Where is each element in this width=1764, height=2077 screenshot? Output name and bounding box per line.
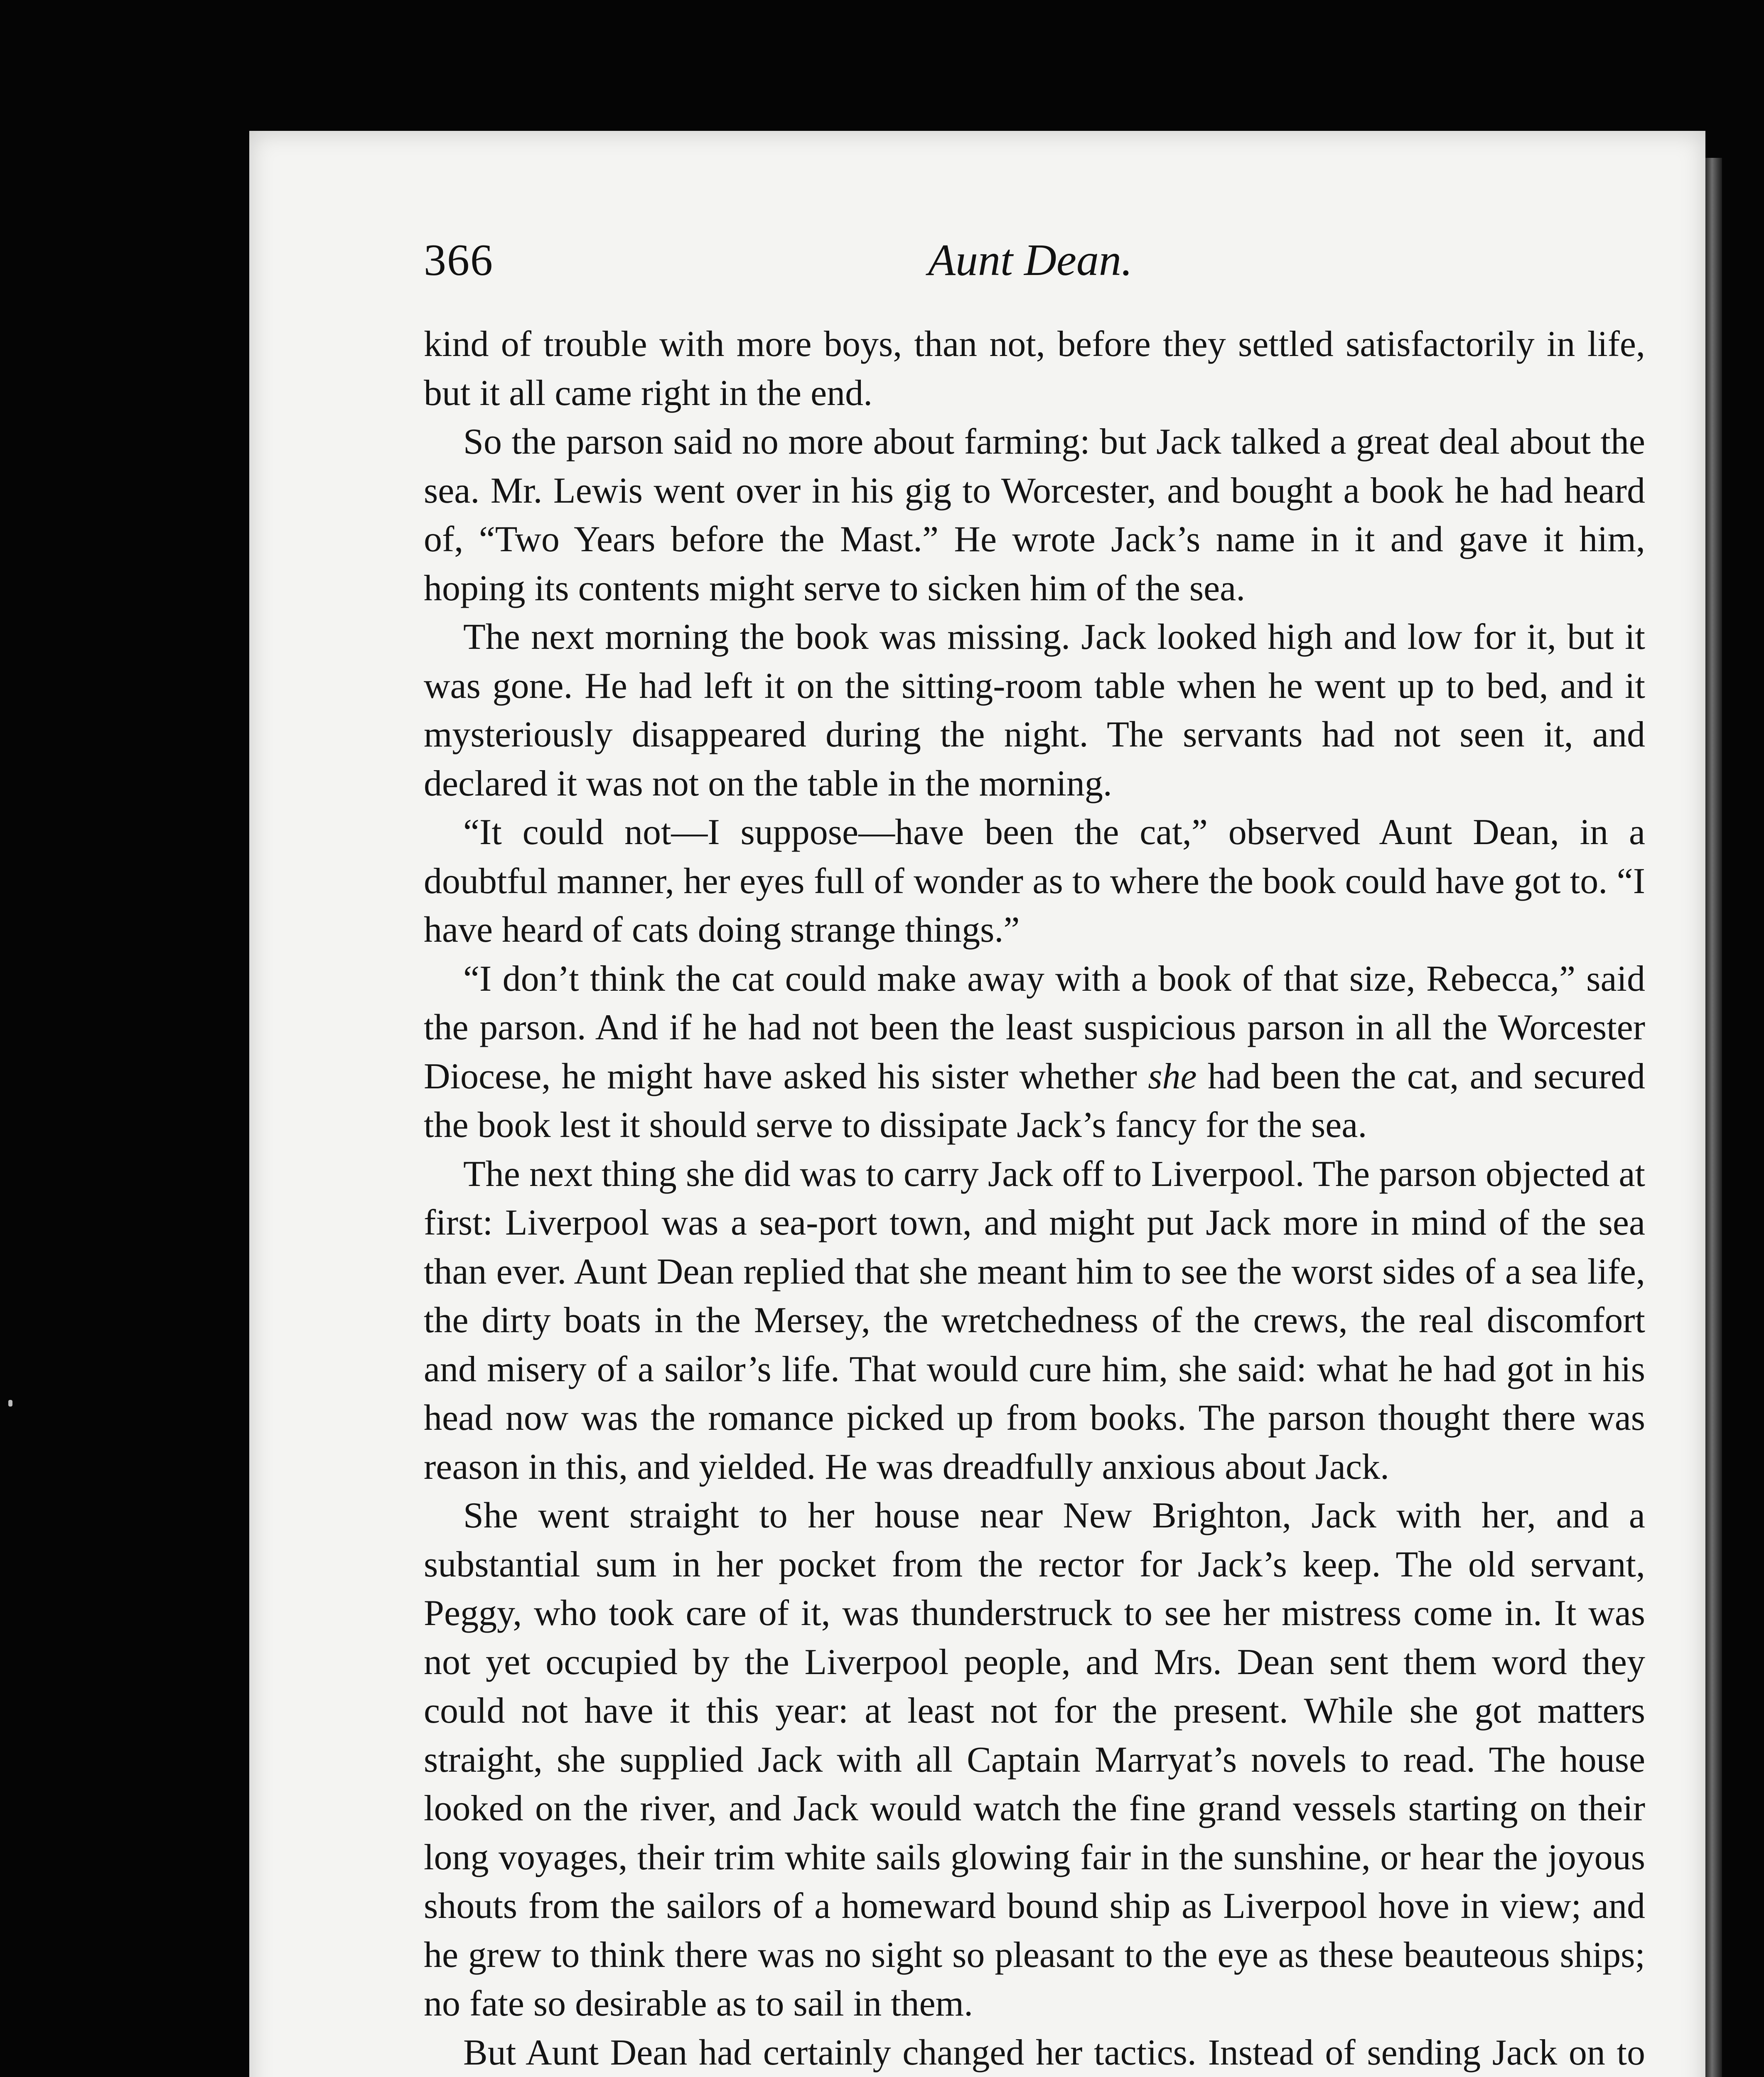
italic-word: she [1148,1056,1197,1097]
adjacent-page-edge [1705,158,1722,2077]
body-text [424,320,1645,2077]
paragraph-7: She went straight to her house near New Brighton, Jack with her, and a substantial sum in her pocket from the rector for Jack’s keep. The old servant, Peggy, who took care of it, was thunderstruck to see her mistress come in. It was not yet occupied by the Liverpool people, and Mrs. Dean sent them word they could not have it this year: at least not for the present. While she got matters straight, she supplied Jack with all Captain Marryat’s novels to read. The house looked on the river, and Jack would watch the fine grand vessels starting on their long voyages, their trim white sails glowing fair in the sunshine, or hear the joyous shouts from the sailors of a homeward bound ship as Liverpool hove in view; and he grew to think there was no sight so pleasant to the eye as these beauteous ships; no fate so desirable as to sail in them. [424,1495,1645,2024]
book-page [249,131,1705,2077]
paragraph-4: “It could not—I suppose—have been the cat,” observed Aunt Dean, in a doubtful manner, her eyes full of wonder as to where the book could have got to. “I have heard of cats doing strange things.” [424,812,1645,950]
paragraph-5: “I don’t think the cat could make away with a book of that size, Rebecca,” said the parson. And if he had not been the least suspicious parson in all the Worcester Diocese, he might have asked his sister whether she had been the cat, and secured the book lest it should serve to dissipate Jack’s fancy for the sea. [424,958,1645,1145]
paragraph-6: The next thing she did was to carry Jack off to Liverpool. The parson objected at first: Liverpool was a sea-port town, and might put Jack more in mind of the sea than ever. Aunt Dean replied that she meant him to see the worst sides of a sea life, the dirty boats in the Mersey, the wretchedness of the crews, the real discomfort and misery of a sailor’s life. That would cure him, she said: what he had got in his head now was the romance picked up from books. The parson thought there was reason in this, and yielded. He was dreadfully anxious about Jack. [424,1154,1645,1487]
paragraph-2: So the parson said no more about farming: but Jack talked a great deal about the sea. Mr. Lewis went over in his gig to Worcester, and bought a book he had heard of, “Two Years before the Mast.” He wrote Jack’s name in it and gave it him, hoping its contents might serve to sicken him of the sea. [424,422,1645,609]
page-number: 366 [424,236,494,285]
paragraph-1: kind of trouble with more boys, than not, before they settled satisfactorily in life, but it all came right in the end. [424,324,1645,413]
running-title: Aunt Dean. [928,236,1133,285]
paragraph-8: But Aunt Dean had certainly changed her tactics. Instead of sending Jack on to [463,2032,1645,2073]
scan-speck [8,1400,12,1407]
paragraph-3: The next morning the book was missing. Jack looked high and low for it, but it was gone. He had left it on the sitting-room table when he went up to bed, and it mysteriously disappeared during the night. The servants had not seen it, and declared it was not on the table in the morning. [424,617,1645,804]
page-header [424,235,1637,301]
